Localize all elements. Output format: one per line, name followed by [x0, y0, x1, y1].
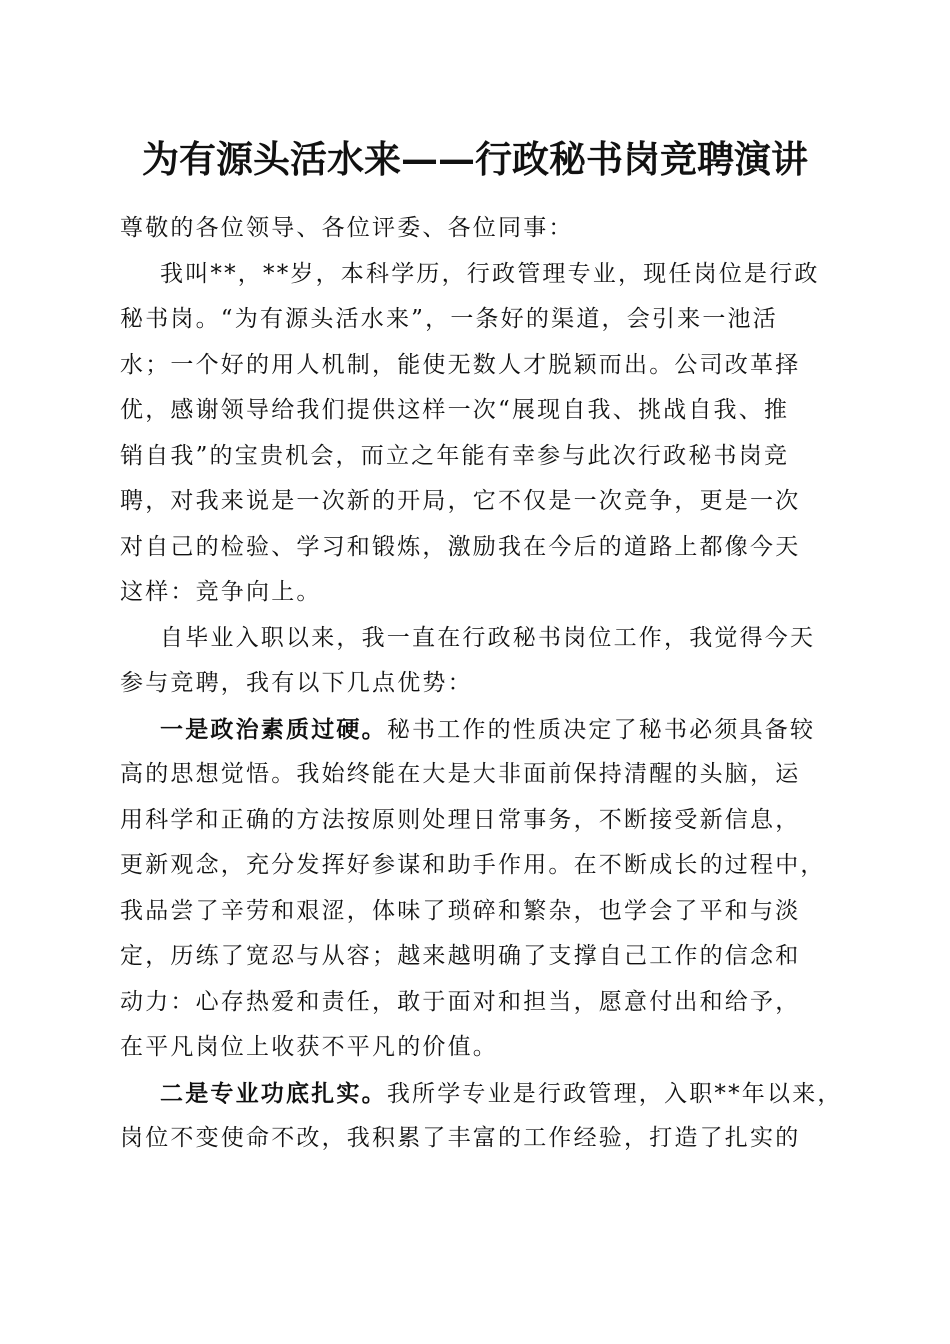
paragraph-line: 优，感谢领导给我们提供这样一次“展现自我、挑战自我、推	[120, 397, 790, 423]
paragraph-line: 动力：心存热爱和责任，敢于面对和担当，愿意付出和给予，	[120, 988, 801, 1015]
paragraph-line: 用科学和正确的方法按原则处理日常事务，不断接受新信息，	[120, 806, 801, 833]
document-body	[120, 206, 843, 1162]
paragraph-line: 我品尝了辛劳和艰涩，体味了琐碎和繁杂，也学会了平和与淡	[120, 897, 801, 924]
paragraph-line: 我叫**，**岁，本科学历，行政管理专业，现任岗位是行政	[160, 260, 820, 287]
paragraph-text: 秘书工作的性质决定了秘书必须具备较	[386, 716, 816, 743]
paragraph-line: 这样：竞争向上。	[120, 579, 322, 605]
paragraph-line: 聘，对我来说是一次新的开局，它不仅是一次竞争，更是一次	[120, 488, 801, 514]
paragraph-line: 秘书岗。“为有源头活水来”，一条好的渠道，会引来一池活	[120, 306, 778, 332]
paragraph-professional-skills	[120, 1071, 843, 1162]
salutation: 尊敬的各位领导、各位评委、各位同事：	[120, 215, 574, 241]
paragraph-line: 高的思想觉悟。我始终能在大是大非面前保持清醒的头脑，运	[120, 761, 801, 787]
paragraph-line: 销自我”的宝贵机会，而立之年能有幸参与此次行政秘书岗竞	[120, 442, 790, 469]
paragraph-line: 自毕业入职以来，我一直在行政秘书岗位工作，我觉得今天	[160, 624, 816, 651]
paragraph-line: 水；一个好的用人机制，能使无数人才脱颖而出。公司改革择	[120, 351, 801, 378]
paragraph-advantages-intro	[120, 616, 836, 707]
paragraph-line: 岗位不变使命不改，我积累了丰富的工作经验，打造了扎实的	[120, 1125, 801, 1151]
paragraph-line: 更新观念，充分发挥好参谋和助手作用。在不断成长的过程中，	[120, 852, 826, 878]
paragraph-self-introduction	[120, 252, 836, 616]
paragraph-line: 参与竞聘，我有以下几点优势：	[120, 670, 473, 696]
paragraph-line	[120, 1071, 843, 1117]
paragraph-text: 我所学专业是行政管理，入职**年以来，	[386, 1080, 843, 1107]
paragraph-heading: 二是专业功底扎实。	[160, 1079, 387, 1107]
paragraph-political-quality	[120, 707, 836, 1071]
paragraph-line	[120, 707, 836, 753]
paragraph-line: 在平凡岗位上收获不平凡的价值。	[120, 1034, 498, 1060]
paragraph-line: 对自己的检验、学习和锻炼，激励我在今后的道路上都像今天	[120, 533, 801, 560]
paragraph-line: 定，历练了宽忍与从容；越来越明确了支撑自己工作的信念和	[120, 943, 801, 969]
document-title: 为有源头活水来——行政秘书岗竞聘演讲	[142, 137, 808, 181]
paragraph-heading: 一是政治素质过硬。	[160, 715, 387, 743]
